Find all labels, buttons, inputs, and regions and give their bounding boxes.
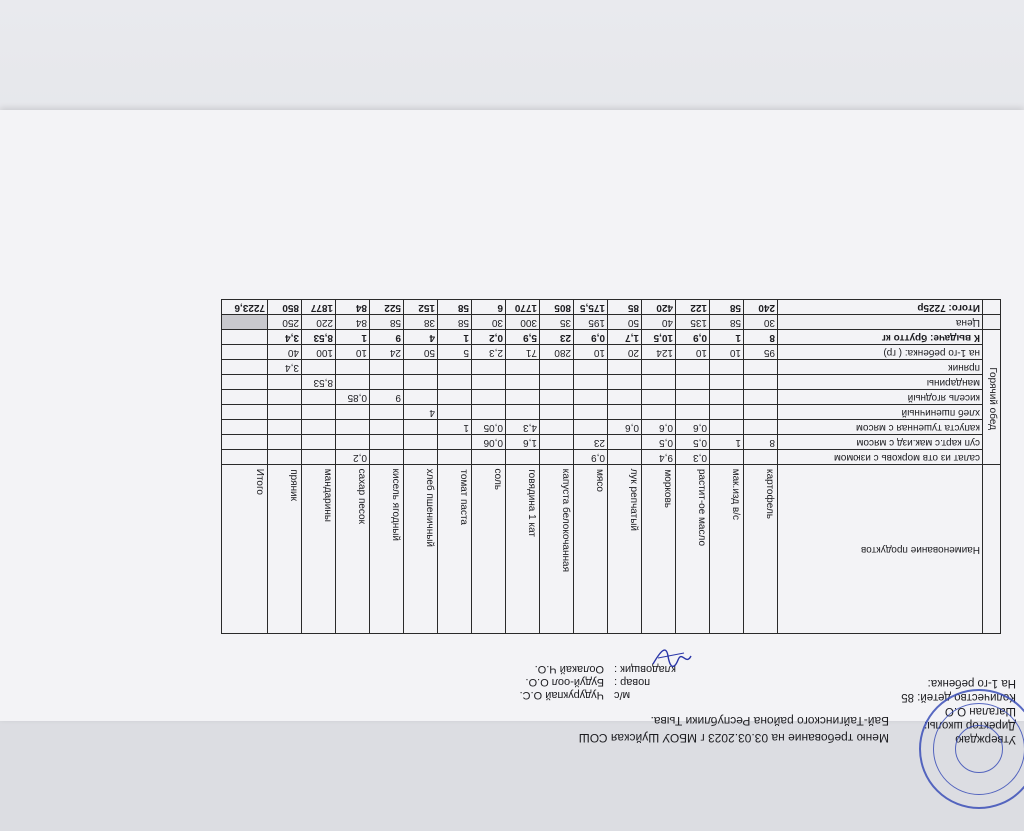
product-column-header bbox=[540, 465, 574, 634]
table-cell: 40 bbox=[642, 315, 676, 330]
table-cell: 0,2 bbox=[472, 330, 506, 345]
table-cell: 850 bbox=[268, 300, 302, 315]
table-row bbox=[222, 420, 1001, 435]
table-cell bbox=[472, 405, 506, 420]
table-cell: 10 bbox=[574, 345, 608, 360]
handwritten-signature bbox=[650, 648, 694, 670]
product-column-header bbox=[404, 465, 438, 634]
table-cell bbox=[642, 405, 676, 420]
table-cell bbox=[268, 405, 302, 420]
table-cell: 1877 bbox=[302, 300, 336, 315]
table-cell bbox=[302, 420, 336, 435]
table-cell: 10,5 bbox=[642, 330, 676, 345]
keeper-name: Оолакай Ч.О. bbox=[534, 663, 604, 675]
row-name-cell: капуста тушенная с мясом bbox=[778, 420, 983, 435]
product-column-header bbox=[336, 465, 370, 634]
table-cell: 240 bbox=[744, 300, 778, 315]
table-cell bbox=[370, 405, 404, 420]
product-column-header bbox=[506, 465, 540, 634]
table-cell bbox=[540, 435, 574, 450]
table-row bbox=[222, 375, 1001, 390]
product-name: мандарины bbox=[322, 469, 333, 523]
row-name-cell: К выдаче: брутто кг bbox=[778, 330, 983, 345]
group-label: Горячий обед bbox=[987, 367, 998, 431]
table-cell: 300 bbox=[506, 315, 540, 330]
table-row bbox=[222, 345, 1001, 360]
table-cell: 0,9 bbox=[574, 330, 608, 345]
table-cell: 0,5 bbox=[676, 435, 710, 450]
table-cell: 7223,6 bbox=[222, 300, 268, 315]
table-cell bbox=[676, 405, 710, 420]
table-cell: 3,4 bbox=[268, 360, 302, 375]
table-cell: 6 bbox=[472, 300, 506, 315]
product-column-header bbox=[744, 465, 778, 634]
table-cell bbox=[222, 360, 268, 375]
table-cell bbox=[744, 420, 778, 435]
group-label-cell bbox=[983, 330, 1001, 465]
table-cell bbox=[676, 375, 710, 390]
table-cell: 0,6 bbox=[608, 420, 642, 435]
official-seal-stamp bbox=[919, 689, 1024, 809]
title-line-2: Бай-Тайгинского района Республики Тыва. bbox=[650, 714, 889, 728]
table-cell bbox=[540, 420, 574, 435]
table-cell bbox=[710, 420, 744, 435]
table-cell bbox=[744, 375, 778, 390]
table-cell: 23 bbox=[540, 330, 574, 345]
table-cell bbox=[370, 360, 404, 375]
table-cell: 58 bbox=[438, 300, 472, 315]
table-cell: 95 bbox=[744, 345, 778, 360]
product-column-header bbox=[438, 465, 472, 634]
table-cell bbox=[222, 405, 268, 420]
table-row bbox=[222, 405, 1001, 420]
product-name: пряник bbox=[288, 469, 299, 501]
cook-label: повар : bbox=[614, 676, 651, 688]
table-cell: 4 bbox=[404, 330, 438, 345]
table-cell bbox=[336, 405, 370, 420]
table-cell bbox=[710, 405, 744, 420]
table-cell: 0,2 bbox=[336, 450, 370, 465]
table-cell: 35 bbox=[540, 315, 574, 330]
product-name: томат паста bbox=[458, 469, 469, 525]
table-cell: 23 bbox=[574, 435, 608, 450]
table-cell bbox=[222, 315, 268, 330]
table-cell: 9 bbox=[370, 330, 404, 345]
table-cell bbox=[744, 390, 778, 405]
table-cell bbox=[472, 360, 506, 375]
table-row bbox=[222, 450, 1001, 465]
table-cell: 280 bbox=[540, 345, 574, 360]
table-cell bbox=[438, 435, 472, 450]
table-cell bbox=[506, 450, 540, 465]
table-cell: 0,05 bbox=[472, 420, 506, 435]
product-column-header bbox=[676, 465, 710, 634]
table-cell: 1,6 bbox=[506, 435, 540, 450]
table-cell: 2,3 bbox=[472, 345, 506, 360]
per-child-label: На 1-го ребенка: bbox=[927, 677, 1016, 689]
table-cell bbox=[540, 405, 574, 420]
table-row bbox=[222, 360, 1001, 375]
product-name: кисель ягодный bbox=[390, 469, 401, 542]
table-cell bbox=[404, 390, 438, 405]
product-column-header bbox=[268, 465, 302, 634]
table-cell bbox=[268, 375, 302, 390]
table-cell: 71 bbox=[506, 345, 540, 360]
table-cell bbox=[222, 420, 268, 435]
table-cell bbox=[370, 450, 404, 465]
table-cell: 3,4 bbox=[268, 330, 302, 345]
table-cell: 10 bbox=[336, 345, 370, 360]
table-cell: 1 bbox=[438, 330, 472, 345]
table-cell: 58 bbox=[710, 300, 744, 315]
document-title bbox=[579, 711, 889, 745]
table-cell: 38 bbox=[404, 315, 438, 330]
product-column-header bbox=[642, 465, 676, 634]
table-cell bbox=[222, 435, 268, 450]
table-cell bbox=[222, 450, 268, 465]
table-cell: 58 bbox=[438, 315, 472, 330]
table-cell bbox=[608, 390, 642, 405]
table-cell: 0,85 bbox=[336, 390, 370, 405]
table-cell: 522 bbox=[370, 300, 404, 315]
table-cell: 0,6 bbox=[642, 420, 676, 435]
table-cell: 20 bbox=[608, 345, 642, 360]
table-row bbox=[222, 300, 1001, 315]
table-cell bbox=[222, 345, 268, 360]
row-name-cell: салат из отв морковь с изюмом bbox=[778, 450, 983, 465]
product-name: Итого bbox=[254, 469, 265, 496]
row-name-cell: Итого: 7225р bbox=[778, 300, 983, 315]
table-cell bbox=[336, 420, 370, 435]
ms-name: Чудурукпай О.С. bbox=[519, 689, 604, 701]
table-cell: 50 bbox=[404, 345, 438, 360]
product-name: капуста белокочанная bbox=[560, 469, 571, 573]
table-cell: 100 bbox=[302, 345, 336, 360]
table-cell bbox=[472, 390, 506, 405]
table-cell: 220 bbox=[302, 315, 336, 330]
product-column-header bbox=[574, 465, 608, 634]
table-cell bbox=[438, 405, 472, 420]
table-cell bbox=[370, 420, 404, 435]
table-cell bbox=[710, 450, 744, 465]
title-line-1: Меню требование на 03.03.2023 г МБОУ Шуйская СОШ bbox=[578, 731, 889, 745]
table-cell: 152 bbox=[404, 300, 438, 315]
table-cell: 0,06 bbox=[472, 435, 506, 450]
table-cell bbox=[222, 390, 268, 405]
table-cell: 10 bbox=[676, 345, 710, 360]
table-cell bbox=[404, 375, 438, 390]
table-cell: 84 bbox=[336, 315, 370, 330]
table-cell: 30 bbox=[744, 315, 778, 330]
table-cell bbox=[744, 360, 778, 375]
keeper-label: кладовщик : bbox=[614, 663, 676, 675]
table-cell bbox=[302, 435, 336, 450]
table-cell: 5 bbox=[438, 345, 472, 360]
table-header-row bbox=[222, 465, 1001, 634]
director-label: Директор школы: bbox=[924, 719, 1016, 731]
table-cell: 0,6 bbox=[676, 420, 710, 435]
table-cell bbox=[336, 435, 370, 450]
products-header-cell: Наименование продуктов bbox=[778, 465, 983, 634]
table-cell bbox=[676, 390, 710, 405]
table-cell bbox=[574, 360, 608, 375]
table-cell bbox=[370, 375, 404, 390]
product-column-header bbox=[608, 465, 642, 634]
table-cell bbox=[642, 375, 676, 390]
row-name-cell: кисель ягодный bbox=[778, 390, 983, 405]
table-cell: 1 bbox=[710, 435, 744, 450]
table-cell bbox=[710, 390, 744, 405]
row-name-cell: на 1-го ребенка: ( гр) bbox=[778, 345, 983, 360]
table-cell bbox=[574, 420, 608, 435]
table-cell bbox=[336, 375, 370, 390]
table-cell bbox=[608, 375, 642, 390]
table-cell: 30 bbox=[472, 315, 506, 330]
table-cell bbox=[268, 435, 302, 450]
table-cell: 122 bbox=[676, 300, 710, 315]
product-name: лук репчатый bbox=[628, 469, 639, 532]
table-cell bbox=[608, 360, 642, 375]
table-cell: 1770 bbox=[506, 300, 540, 315]
table-cell bbox=[302, 390, 336, 405]
table-cell bbox=[268, 390, 302, 405]
table-cell: 175,5 bbox=[574, 300, 608, 315]
table-cell: 1 bbox=[336, 330, 370, 345]
table-cell bbox=[642, 360, 676, 375]
product-name: морковь bbox=[662, 469, 673, 508]
table-cell bbox=[506, 360, 540, 375]
table-cell: 195 bbox=[574, 315, 608, 330]
approved-label: Утверждаю bbox=[955, 733, 1016, 745]
table-cell bbox=[404, 450, 438, 465]
table-cell: 40 bbox=[268, 345, 302, 360]
table-cell: 1 bbox=[438, 420, 472, 435]
table-cell bbox=[676, 360, 710, 375]
table-cell: 250 bbox=[268, 315, 302, 330]
table-cell bbox=[404, 420, 438, 435]
table-cell bbox=[608, 450, 642, 465]
table-cell: 0,5 bbox=[642, 435, 676, 450]
table-cell bbox=[506, 390, 540, 405]
table-row bbox=[222, 330, 1001, 345]
menu-requirement-table bbox=[221, 299, 1001, 634]
table-cell: 805 bbox=[540, 300, 574, 315]
product-column-header bbox=[472, 465, 506, 634]
table-cell: 24 bbox=[370, 345, 404, 360]
table-cell bbox=[540, 390, 574, 405]
table-cell bbox=[404, 360, 438, 375]
table-cell bbox=[438, 375, 472, 390]
table-cell bbox=[506, 375, 540, 390]
product-name: мак.изд в/с bbox=[730, 469, 741, 521]
cook-name: Будуй-оол О.О. bbox=[525, 676, 604, 688]
table-cell bbox=[574, 390, 608, 405]
ms-label: м/с bbox=[614, 689, 631, 701]
table-cell bbox=[608, 435, 642, 450]
table-cell bbox=[302, 360, 336, 375]
table-row bbox=[222, 390, 1001, 405]
table-cell bbox=[438, 450, 472, 465]
table-cell bbox=[710, 360, 744, 375]
product-name: говядина 1 кат bbox=[526, 469, 537, 537]
product-name: соль bbox=[492, 469, 503, 491]
row-name-cell: Цена bbox=[778, 315, 983, 330]
table-cell: 84 bbox=[336, 300, 370, 315]
empty-group-cell bbox=[983, 300, 1001, 315]
rotated-document bbox=[0, 110, 1024, 831]
table-cell: 0,9 bbox=[676, 330, 710, 345]
table-cell bbox=[472, 375, 506, 390]
table-cell bbox=[268, 420, 302, 435]
table-cell: 0,3 bbox=[676, 450, 710, 465]
table-cell bbox=[710, 375, 744, 390]
product-name: растит-ое масло bbox=[696, 469, 707, 547]
table-cell bbox=[222, 330, 268, 345]
table-cell: 50 bbox=[608, 315, 642, 330]
table-cell: 9 bbox=[370, 390, 404, 405]
table-cell bbox=[438, 390, 472, 405]
table-cell: 8 bbox=[744, 435, 778, 450]
table-cell: 124 bbox=[642, 345, 676, 360]
table-cell bbox=[438, 360, 472, 375]
table-cell: 1,7 bbox=[608, 330, 642, 345]
product-name: хлеб пшеничный bbox=[424, 469, 435, 548]
product-column-header bbox=[302, 465, 336, 634]
row-name-cell: суп карт.с мак.изд с мясом bbox=[778, 435, 983, 450]
table-cell bbox=[472, 450, 506, 465]
table-cell bbox=[540, 360, 574, 375]
table-cell bbox=[540, 375, 574, 390]
table-cell bbox=[404, 435, 438, 450]
table-cell bbox=[302, 450, 336, 465]
table-cell bbox=[744, 405, 778, 420]
document-sheet bbox=[0, 110, 1024, 745]
table-row bbox=[222, 315, 1001, 330]
table-cell bbox=[506, 405, 540, 420]
empty-group-cell bbox=[983, 315, 1001, 330]
table-cell: 58 bbox=[710, 315, 744, 330]
table-cell: 58 bbox=[370, 315, 404, 330]
table-cell: 135 bbox=[676, 315, 710, 330]
table-cell: 10 bbox=[710, 345, 744, 360]
table-cell bbox=[540, 450, 574, 465]
table-cell: 8 bbox=[744, 330, 778, 345]
table-cell: 0,9 bbox=[574, 450, 608, 465]
table-cell bbox=[268, 450, 302, 465]
product-name: сахар песок bbox=[356, 469, 367, 525]
table-cell: 85 bbox=[608, 300, 642, 315]
product-name: мясо bbox=[594, 469, 605, 492]
table-cell: 5,9 bbox=[506, 330, 540, 345]
product-column-header bbox=[710, 465, 744, 634]
table-cell: 4 bbox=[404, 405, 438, 420]
table-cell: 8,53 bbox=[302, 330, 336, 345]
table-cell bbox=[608, 405, 642, 420]
product-name: картофель bbox=[764, 469, 775, 520]
row-name-cell: пряник bbox=[778, 360, 983, 375]
table-cell: 420 bbox=[642, 300, 676, 315]
table-cell bbox=[302, 405, 336, 420]
children-count: Количество детей: 85 bbox=[901, 691, 1016, 703]
table-cell bbox=[642, 390, 676, 405]
product-column-header bbox=[222, 465, 268, 634]
table-cell bbox=[744, 450, 778, 465]
table-cell: 8,53 bbox=[302, 375, 336, 390]
group-header-cell bbox=[983, 465, 1001, 634]
table-cell bbox=[222, 375, 268, 390]
table-row bbox=[222, 435, 1001, 450]
table-cell bbox=[336, 360, 370, 375]
table-cell bbox=[574, 405, 608, 420]
row-name-cell: хлеб пшеничный bbox=[778, 405, 983, 420]
table-cell bbox=[370, 435, 404, 450]
director-name: Шагалан О.О bbox=[944, 705, 1016, 717]
table-cell bbox=[574, 375, 608, 390]
row-name-cell: мандарины bbox=[778, 375, 983, 390]
table-cell: 1 bbox=[710, 330, 744, 345]
product-column-header bbox=[370, 465, 404, 634]
table-cell: 9,4 bbox=[642, 450, 676, 465]
table-cell: 4,3 bbox=[506, 420, 540, 435]
